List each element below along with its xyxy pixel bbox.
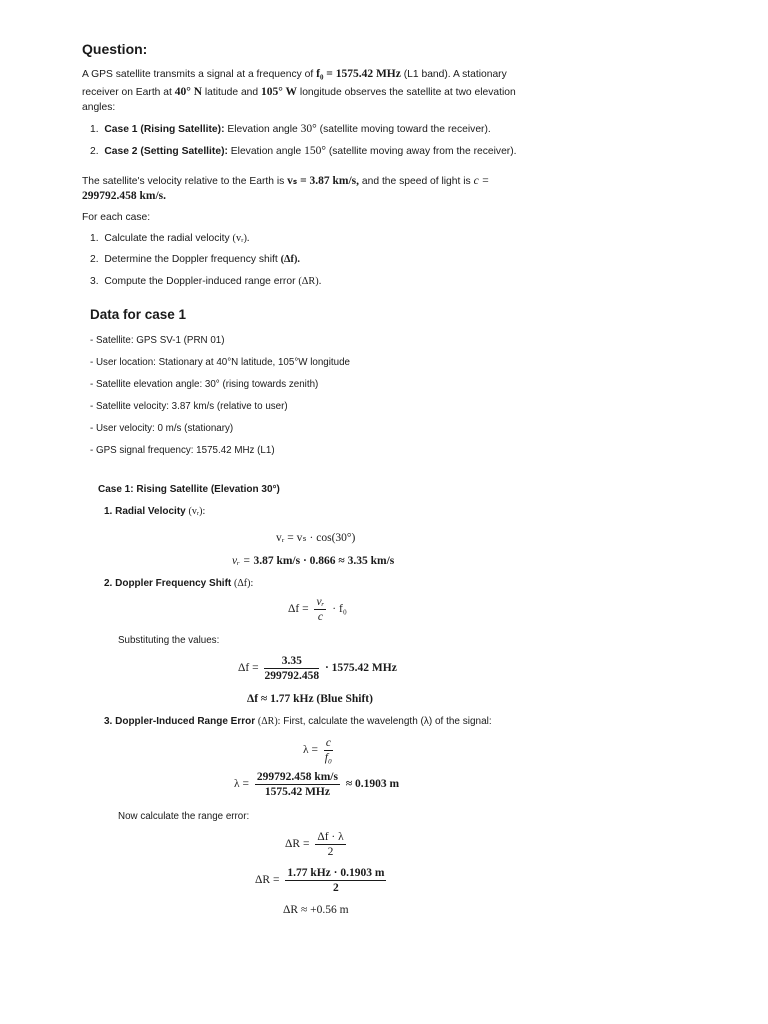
- data-line-sat-velocity: - Satellite velocity: 3.87 km/s (relative to user): [90, 401, 288, 412]
- velocity-statement: The satellite's velocity relative to the Earth is vₛ = 3.87 km/s, and the speed of light is c =: [82, 175, 490, 187]
- question-heading: Question:: [82, 41, 148, 57]
- step1-label: 1. Radial Velocity (vᵣ):: [104, 506, 206, 517]
- eq-wavelength-result: λ = $\frac{299792.458 km/s}{\text{1575.42 MHz}}$ ≈ 0.1903 m: [234, 771, 400, 798]
- data-line-satellite: - Satellite: GPS SV-1 (PRN 01): [90, 335, 225, 346]
- fraction: $\frac{3.35}{299792.458}$: [264, 655, 320, 682]
- question-intro: A GPS satellite transmits a signal at a frequency of f₀ = 1575.42 MHz (L1 band). A stationary: [82, 68, 507, 80]
- fraction: $\frac{\text{vᵣ}}{c}$: [316, 596, 325, 623]
- task-item-1: 1. Calculate the radial velocity (vᵣ).: [90, 233, 250, 244]
- case1-heading: Case 1: Rising Satellite (Elevation 30°): [98, 484, 280, 495]
- eq-doppler-formula: Δf = $\frac{\text{vᵣ}}{c}$ · f₀: [288, 596, 347, 623]
- data-line-location: - User location: Stationary at 40°N latitude, 105°W longitude: [90, 357, 350, 368]
- fraction: $\frac{\text{1.77 kHz · 0.1903 m}}{2}$: [287, 867, 385, 894]
- eq-doppler-result: Δf ≈ 1.77 kHz (Blue Shift): [247, 693, 373, 705]
- range-error-label: Now calculate the range error:: [118, 811, 250, 822]
- fraction: $\frac{299792.458 km/s}{\text{1575.42 MHz}}$: [256, 771, 338, 798]
- data-line-user-velocity: - User velocity: 0 m/s (stationary): [90, 423, 234, 434]
- eq-radial-velocity-result: vᵣ = 3.87 km/s · 0.866 ≈ 3.35 km/s: [232, 555, 395, 567]
- data-line-elevation: - Satellite elevation angle: 30° (rising towards zenith): [90, 379, 319, 390]
- case-list-item-2: 2. Case 2 (Setting Satellite): Elevation angle 150° (satellite moving away from the receiver).: [90, 145, 517, 157]
- eq-wavelength-formula: λ = $\frac{c}{\text{f₀}}$: [303, 737, 332, 764]
- task-item-2: 2. Determine the Doppler frequency shift (Δf).: [90, 254, 300, 265]
- eq-range-error-result: ΔR ≈ +0.56 m: [283, 904, 349, 916]
- eq-range-error-formula: ΔR = $\frac{\Delta f \cdot \lambda}{2}$: [285, 831, 344, 858]
- substituting-label: Substituting the values:: [118, 635, 220, 646]
- case-list-item-1: 1. Case 1 (Rising Satellite): Elevation angle 30° (satellite moving toward the receiver).: [90, 123, 491, 135]
- eq-range-error-substituted: ΔR = $\frac{\text{1.77 kHz · 0.1903 m}}{2}$: [255, 867, 385, 894]
- step3-label: 3. Doppler-Induced Range Error (ΔR): First, calculate the wavelength (λ) of the signal:: [104, 716, 492, 727]
- for-each-case-label: For each case:: [82, 212, 151, 223]
- data-line-frequency: - GPS signal frequency: 1575.42 MHz (L1): [90, 445, 275, 456]
- speed-of-light-value: 299792.458 km/s.: [82, 190, 167, 202]
- question-intro-line2: receiver on Earth at 40° N latitude and 105° W longitude observes the satellite at two elevation: [82, 86, 516, 98]
- question-intro-line3: angles:: [82, 102, 116, 113]
- task-item-3: 3. Compute the Doppler-induced range error (ΔR).: [90, 276, 322, 287]
- eq-radial-velocity-formula: vᵣ = vₛ · cos(30°): [276, 532, 356, 544]
- eq-doppler-substituted: Δf = $\frac{3.35}{299792.458}$ · 1575.42 MHz: [238, 655, 397, 682]
- fraction: $\frac{c}{\text{f₀}}$: [324, 737, 332, 764]
- fraction: $\frac{\Delta f \cdot \lambda}{2}$: [317, 831, 344, 858]
- data-section-heading: Data for case 1: [90, 307, 187, 322]
- step2-label: 2. Doppler Frequency Shift (Δf):: [104, 578, 254, 589]
